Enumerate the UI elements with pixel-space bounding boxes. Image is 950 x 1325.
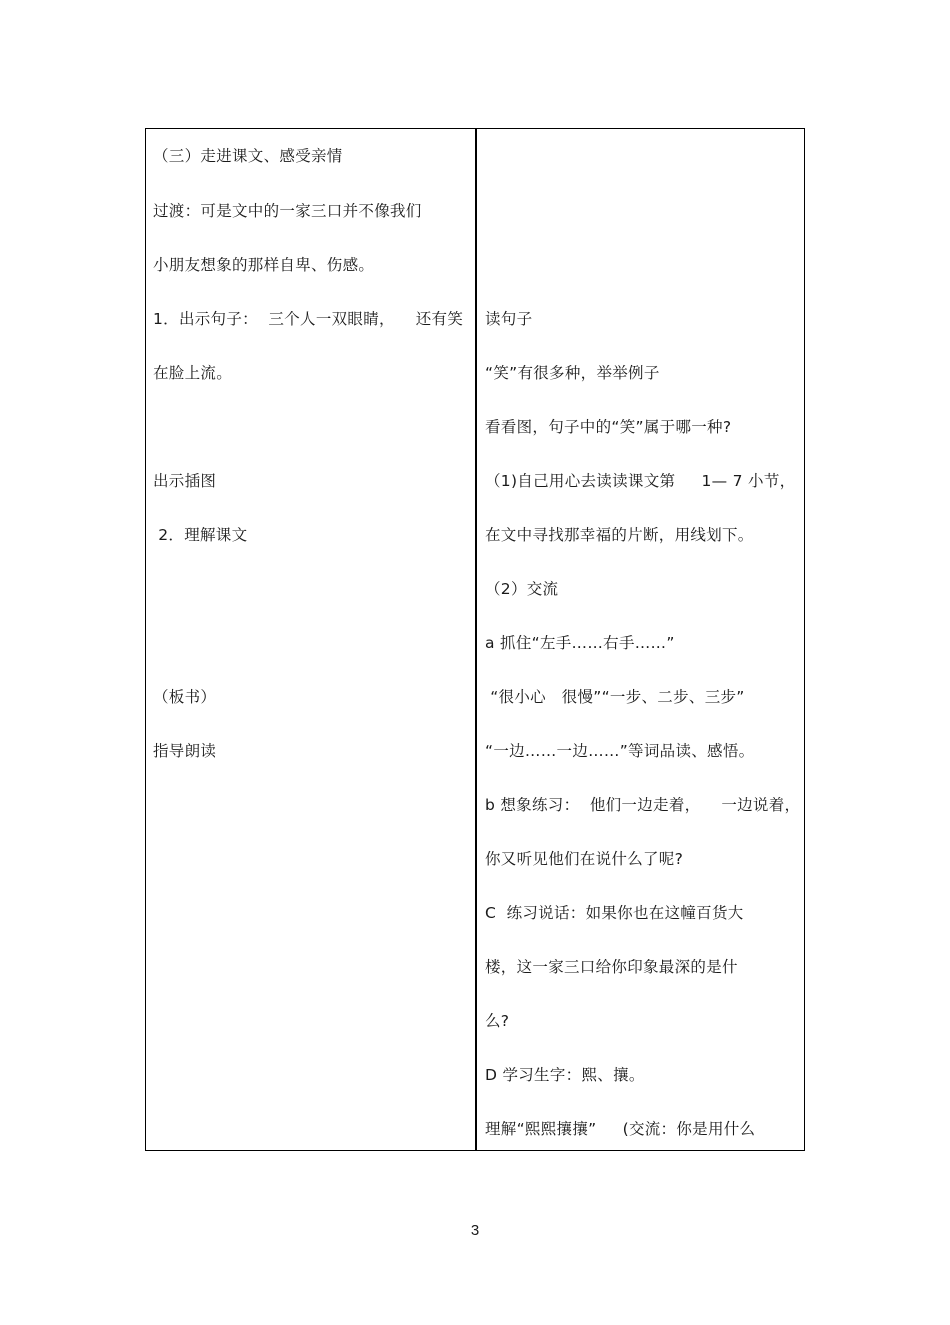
right-line-read-sentence: 读句子 <box>485 310 533 328</box>
left-line-section-heading: （三）走进课文、感受亲情 <box>153 147 343 165</box>
right-line-item-c: C 练习说话：如果你也在这幢百货大 <box>485 904 744 922</box>
right-line-find-passages: 在文中寻找那幸福的片断，用线划下。 <box>485 526 754 544</box>
right-line-read-sections: （1)自己用心去读读课文第 1— 7 小节， <box>485 472 796 490</box>
right-line-item-a-cont: “一边……一边……”等词品读、感悟。 <box>485 742 755 760</box>
right-line-item-c-cont: 楼，这一家三口给你印象最深的是什 <box>485 958 738 976</box>
left-line-show-sentence-cont: 在脸上流。 <box>153 364 233 382</box>
right-line-item-a-words: “很小心 很慢”“一步、二步、三步” <box>485 688 745 706</box>
right-line-item-b-cont: 你又听见他们在说什么了呢? <box>485 850 684 868</box>
right-line-item-c-end: 么? <box>485 1012 510 1030</box>
left-line-transition: 过渡：可是文中的一家三口并不像我们 <box>153 202 422 220</box>
left-line-transition-cont: 小朋友想象的那样自卑、伤感。 <box>153 256 375 274</box>
right-line-item-b: b 想象练习： 他们一边走着， 一边说着， <box>485 796 801 814</box>
left-line-blackboard: （板书） <box>153 688 217 706</box>
left-line-guided-reading: 指导朗读 <box>153 742 217 760</box>
right-line-item-d: D 学习生字：熙、攘。 <box>485 1066 645 1084</box>
right-line-item-a: a 抓住“左手……右手……” <box>485 634 675 652</box>
right-line-look-at-picture: 看看图，句子中的“笑”属于哪一种? <box>485 418 732 436</box>
left-line-show-sentence: 1．出示句子： 三个人一双眼睛， 还有笑 <box>153 310 464 328</box>
left-line-understand-text: 2．理解课文 <box>153 526 248 544</box>
right-line-discuss: （2）交流 <box>485 580 559 598</box>
right-line-laugh-types: “笑”有很多种，举举例子 <box>485 364 660 382</box>
page-number: 3 <box>470 1222 480 1239</box>
right-line-understand-word: 理解“熙熙攘攘” (交流：你是用什么 <box>485 1120 756 1138</box>
left-line-show-illustration: 出示插图 <box>153 472 217 490</box>
column-divider <box>475 128 477 1151</box>
